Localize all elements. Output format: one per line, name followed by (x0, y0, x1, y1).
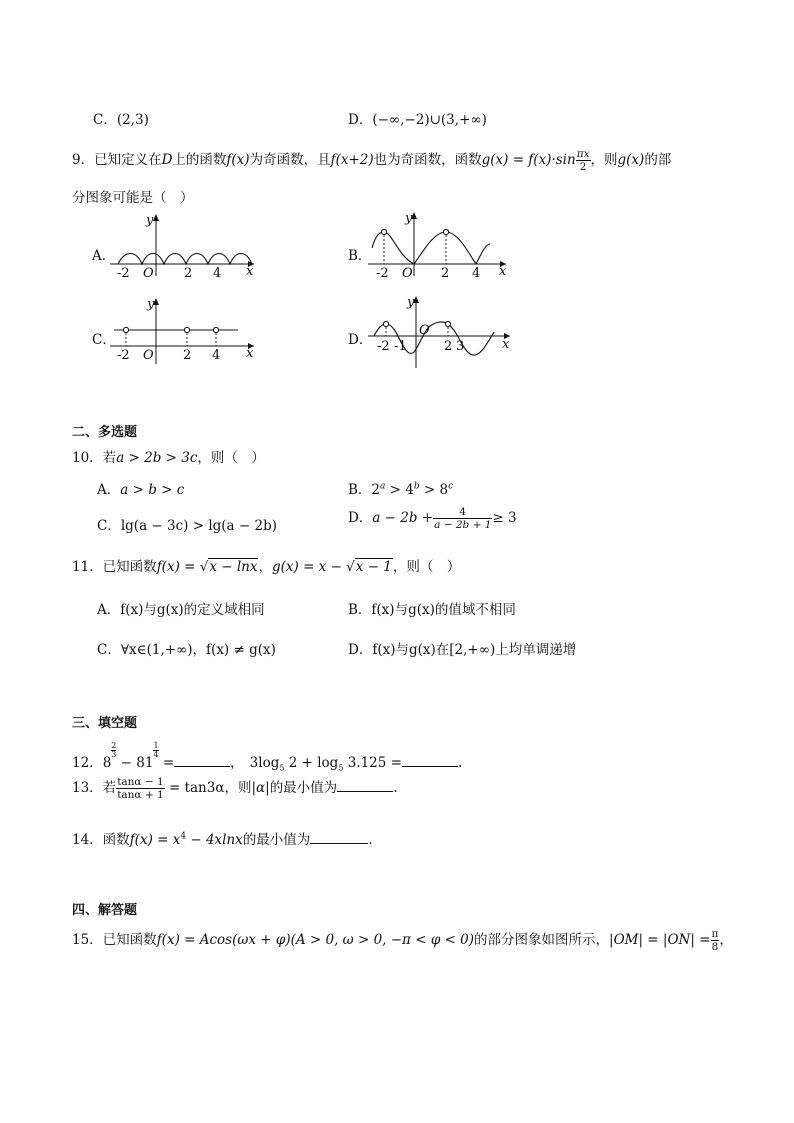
tick-label: -2 (117, 348, 130, 363)
q10-stem-tail: ，则（ ） (197, 450, 265, 466)
q12 (72, 742, 462, 773)
tick-label: 2 (444, 339, 453, 354)
q13 (72, 776, 397, 801)
tick-label: 2 (183, 348, 192, 363)
section-title-fill-in: 三、填空题 (72, 716, 138, 731)
q9-frac-num: πx (576, 147, 590, 160)
q13-equals: = tan3α (164, 780, 225, 796)
option-expr: > 4 (385, 482, 414, 498)
q10-option-b (348, 478, 453, 498)
q12-equals: = (158, 755, 175, 771)
q9-option-d-graph (368, 292, 516, 370)
q12-expr2: 3log (249, 755, 280, 771)
q13-abs: |α| (251, 780, 270, 796)
y-axis-label: y (405, 211, 413, 226)
q10-option-d (348, 506, 517, 531)
q9-domain-symbol: D (161, 152, 173, 168)
origin-label: O (143, 266, 154, 280)
option-expr: 2 (371, 482, 381, 498)
q11-separator: ， (258, 559, 272, 575)
q9-math-f-shift: f(x+2) (330, 152, 374, 168)
q9-option-b-label: B． (348, 248, 372, 264)
q11-g-def: g(x) = x − (271, 559, 342, 575)
frac-num: tanα − 1 (117, 775, 164, 788)
q13-end: . (393, 780, 398, 796)
tick-label: 4 (212, 348, 221, 363)
q9-math-g: g(x) (617, 152, 645, 168)
q12-minus-term: − 81 (116, 755, 154, 771)
q15-stem: 15．已知函数 (72, 932, 157, 948)
q15-end: ， (719, 932, 733, 948)
option-expr: a > b > c (120, 482, 185, 498)
log-base: 5 (338, 763, 344, 773)
q9-stem-part: 为奇函数，且 (249, 152, 331, 168)
q11-g-radicand: x − 1 (355, 559, 392, 575)
x-axis-label: x (246, 264, 254, 279)
q9-option-a-graph (110, 212, 260, 280)
tick-label: -2 (117, 266, 130, 280)
option-label: C． (97, 518, 121, 534)
exponent: 4 (180, 831, 187, 842)
exp-den: 4 (153, 750, 159, 759)
frac-den: a − 2b + 1 (434, 519, 492, 531)
exp-num: 1 (153, 741, 159, 750)
q9-stem-line1 (72, 148, 671, 173)
open-point (381, 229, 386, 234)
tick-label: 2 (184, 266, 193, 280)
q11-option-d: D．f(x)与g(x)在[2,+∞)上均单调递增 (348, 642, 577, 658)
answer-blank[interactable] (337, 779, 393, 792)
q15-tail: 的部分图象如图所示， (474, 932, 610, 948)
q9-math-f: f(x) (226, 152, 250, 168)
tick-label: 4 (472, 266, 481, 280)
x-axis-label: x (502, 337, 510, 352)
q9-fraction (576, 149, 591, 173)
open-point (443, 229, 448, 234)
y-axis-arrow (153, 214, 159, 221)
q12-expr2b: 2 + log (284, 755, 339, 771)
frac-den: tanα + 1 (117, 789, 164, 801)
exp-den: 3 (111, 750, 117, 759)
q10-d-fraction (433, 507, 492, 531)
q10-option-a (97, 478, 184, 498)
q10-option-c (97, 514, 277, 534)
option-label: D． (348, 510, 373, 526)
open-point (213, 327, 218, 332)
tick-label: -2 (377, 339, 390, 354)
q14-expr2: − 4xlnx (186, 832, 243, 848)
option-expr: a − 2b + (372, 510, 434, 526)
log-base: 5 (279, 763, 285, 773)
section-title-multiple-choice: 二、多选题 (72, 425, 138, 440)
q15 (72, 928, 733, 953)
q13-stem: 13．若 (72, 780, 117, 796)
option-expr: ≥ 3 (492, 510, 517, 526)
q13-mid: ，则 (224, 780, 252, 796)
section-title-solutions: 四、解答题 (72, 903, 138, 918)
q14-tail: 的最小值为 (242, 832, 311, 848)
q14-stem: 14．函数 (72, 832, 130, 848)
frac-den: 8 (711, 941, 719, 953)
q11-option-a: A．f(x)与g(x)的定义域相同 (97, 602, 265, 618)
q9-option-c-label: C． (92, 332, 116, 348)
q9-stem-part: 9．已知定义在 (72, 152, 162, 168)
open-point (445, 321, 450, 326)
q11-stem: 11．已知函数f(x) = √x − lnx，g(x) = x − √x − 1，则（ ） (72, 559, 461, 575)
q15-condition: |OM| = |ON| = (609, 932, 711, 948)
q14-expr: f(x) = x (129, 832, 181, 848)
open-point (123, 327, 128, 332)
q12-separator: ， (230, 755, 244, 771)
option-label: A． (97, 482, 121, 498)
q8-option-d: D．(−∞,−2)∪(3,+∞) (348, 112, 487, 128)
option-expr: lg(a − 3c) > lg(a − 2b) (120, 518, 277, 534)
y-axis-label: y (147, 297, 155, 312)
q14-end: . (368, 832, 373, 848)
exponent: b (413, 481, 420, 492)
q9-option-d-label: D． (348, 332, 373, 348)
origin-label: O (402, 266, 413, 280)
curve (372, 232, 490, 264)
q9-stem-part: 也为奇函数，函数 (373, 152, 482, 168)
q9-stem-line2: 分图象可能是（ ） (72, 190, 194, 206)
answer-blank[interactable] (174, 754, 230, 767)
q9-option-b-graph (368, 208, 513, 280)
answer-blank[interactable] (310, 831, 368, 844)
x-axis-label: x (246, 346, 254, 361)
q9-stem-part: 的部 (644, 152, 672, 168)
q9-option-a-label: A． (92, 248, 116, 264)
q11-option-c: C．∀x∈(1,+∞)，f(x) ≠ g(x) (97, 642, 276, 658)
q9-math-g-def: g(x) = f(x)·sin (481, 152, 576, 168)
q8-option-c: C．(2,3) (93, 112, 149, 128)
open-point (383, 321, 388, 326)
q9-option-c-graph (110, 294, 260, 366)
exponent: c (448, 481, 454, 492)
q12-base: 8 (102, 755, 112, 771)
q10-condition: a > 2b > 3c (116, 450, 198, 466)
tick-label: -1 (394, 339, 407, 354)
origin-label: O (419, 323, 430, 338)
q10-stem (72, 446, 265, 466)
q11-f-def: f(x) = (156, 559, 196, 575)
q12-end: . (457, 755, 463, 771)
q13-tail: 的最小值为 (269, 780, 338, 796)
q11-f-radicand: x − lnx (209, 559, 258, 575)
tick-label: 3 (456, 339, 465, 354)
q15-expr: f(x) = Acos(ωx + φ)(A > 0, ω > 0, −π < φ < 0) (156, 932, 475, 948)
q13-fraction (116, 777, 165, 801)
y-axis-label: y (407, 295, 415, 310)
q12-expr2c: 3.125 = (343, 755, 402, 771)
tick-label: 2 (441, 266, 450, 280)
q11-option-b: B．f(x)与g(x)的值域不相同 (348, 602, 516, 618)
q11-stem-tail: ，则（ ） (392, 559, 461, 575)
answer-blank[interactable] (402, 754, 458, 767)
exponent: a (380, 481, 386, 492)
q9-frac-den: 2 (576, 160, 591, 173)
x-axis-label: x (499, 264, 507, 279)
q14 (72, 828, 373, 848)
q9-stem-part: ，则 (590, 152, 618, 168)
tick-label: 4 (213, 266, 222, 280)
curve (374, 322, 494, 355)
q12-number: 12． (72, 755, 103, 771)
option-expr: > 8 (419, 482, 449, 498)
frac-num: 4 (459, 505, 467, 518)
curve (118, 254, 252, 265)
exp-num: 2 (111, 741, 117, 750)
tick-label: -2 (376, 266, 389, 280)
option-label: B． (348, 482, 372, 498)
frac-num: π (711, 927, 719, 940)
open-point (184, 327, 189, 332)
q11-stem-text: 11．已知函数 (72, 559, 157, 575)
q10-stem-text: 10．若 (72, 450, 117, 466)
q9-stem-part: 上的函数 (172, 152, 227, 168)
origin-label: O (143, 348, 154, 363)
y-axis-label: y (146, 213, 154, 228)
